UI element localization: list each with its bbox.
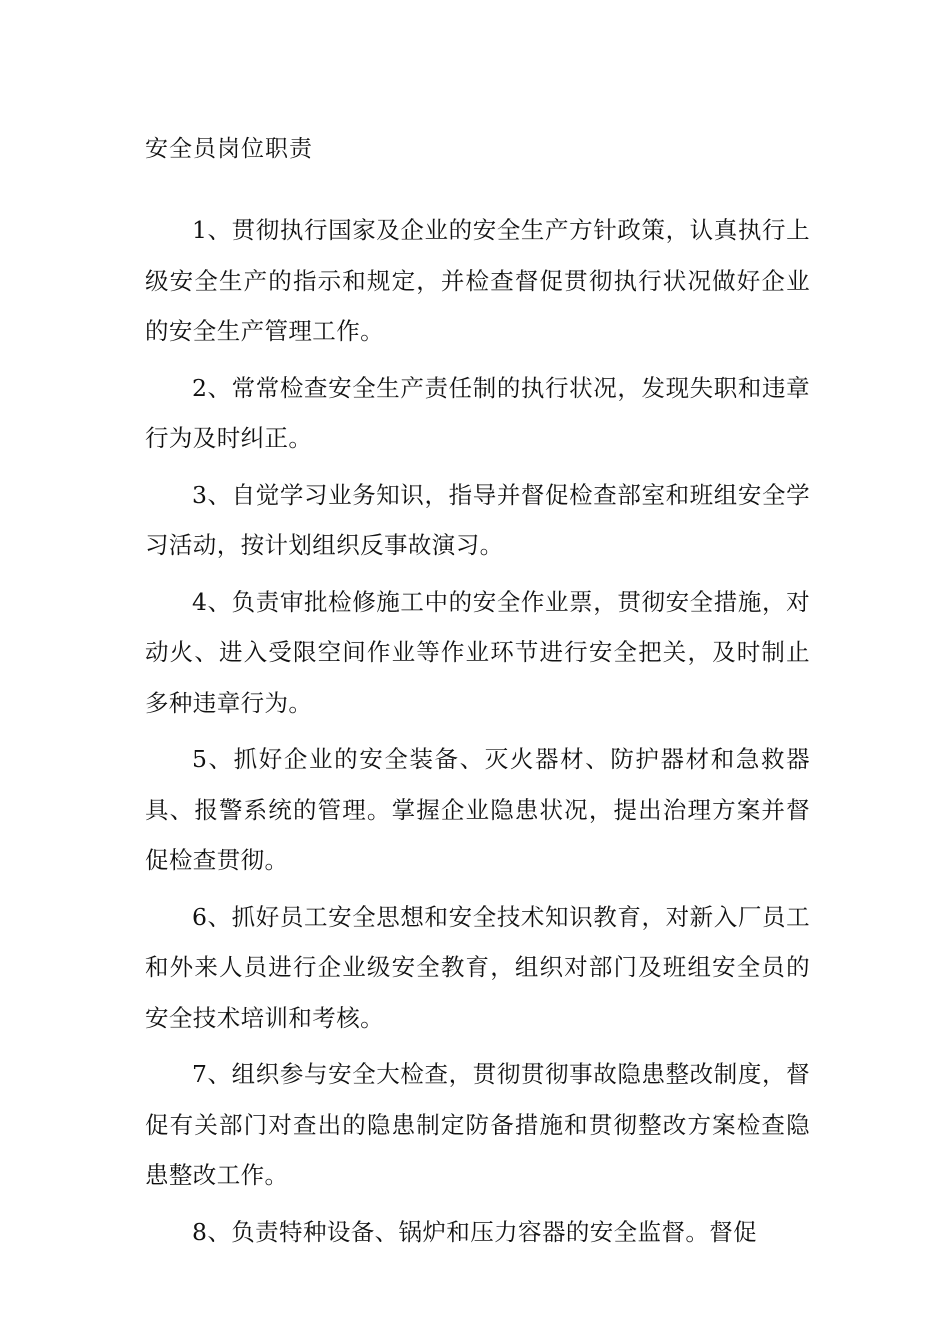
duty-paragraph-3: 3、自觉学习业务知识，指导并督促检查部室和班组安全学习活动，按计划组织反事故演习。: [145, 480, 810, 559]
document-title: 安全员岗位职责: [145, 136, 313, 162]
duty-paragraph-6: 6、抓好员工安全思想和安全技术知识教育，对新入厂员工和外来人员进行企业级安全教育，组织对部门及班组安全员的安全技术培训和考核。: [145, 902, 810, 1032]
duty-paragraph-1: 1、贯彻执行国家及企业的安全生产方针政策，认真执行上级安全生产的指示和规定，并检查督促贯彻执行状况做好企业的安全生产管理工作。: [145, 216, 810, 345]
duty-paragraph-2: 2、常常检查安全生产责任制的执行状况，发现失职和违章行为及时纠正。: [145, 373, 810, 452]
duty-paragraph-4: 4、负责审批检修施工中的安全作业票，贯彻安全措施，对动火、进入受限空间作业等作业环节进行安全把关，及时制止多种违章行为。: [145, 587, 810, 717]
duty-paragraph-7: 7、组织参与安全大检查，贯彻贯彻事故隐患整改制度，督促有关部门对查出的隐患制定防备措施和贯彻整改方案检查隐患整改工作。: [145, 1060, 810, 1189]
duty-paragraph-5: 5、抓好企业的安全装备、灭火器材、防护器材和急救器具、报警系统的管理。掌握企业隐患状况，提出治理方案并督促检查贯彻。: [145, 745, 810, 874]
document-body: [145, 205, 810, 1263]
duty-paragraph-8: 8、负责特种设备、锅炉和压力容器的安全监督。督促: [192, 1217, 758, 1246]
